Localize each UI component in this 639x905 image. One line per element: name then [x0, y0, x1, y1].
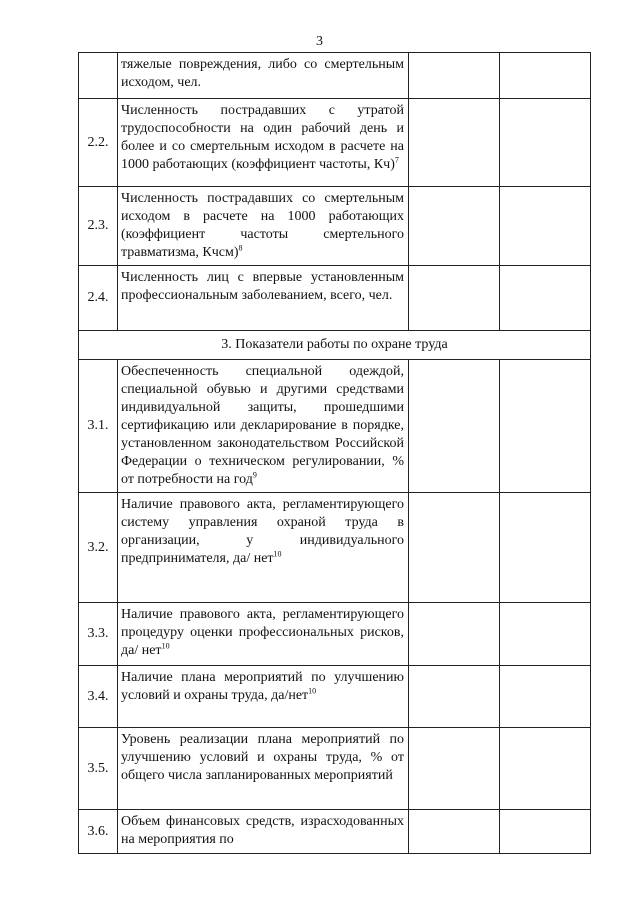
row-number: [79, 53, 118, 99]
table-row: [79, 360, 591, 493]
value-cell: [500, 666, 591, 728]
value-cell: [409, 53, 500, 99]
value-cell: [500, 493, 591, 603]
indicator-text: Численность пострадавших со смертельным исходом в расчете на 1000 работающих (коэффициент частоты смертельного травматизма, Кчсм)$^8$: [118, 187, 409, 266]
indicator-text: Уровень реализации плана мероприятий по улучшению условий и охраны труда, % от общего числа запланированных мероприятий: [118, 728, 409, 810]
table-row: [79, 493, 591, 603]
value-cell: [500, 266, 591, 331]
footnote-ref: 10: [273, 549, 282, 559]
table-row: [79, 728, 591, 810]
row-number: 2.3.: [79, 187, 118, 266]
footnote-ref: 8: [238, 243, 243, 253]
indicator-text: Численность лиц с впервые установленным профессиональным заболеванием, всего, чел.: [118, 266, 409, 331]
table-row: [79, 53, 591, 99]
value-cell: [500, 728, 591, 810]
row-number: 3.3.: [79, 603, 118, 666]
indicator-text: Наличие правового акта, регламентирующего процедуру оценки профессиональных рисков, да/ нет$^{10}$: [118, 603, 409, 666]
indicator-text: тяжелые повреждения, либо со смертельным исходом, чел.: [118, 53, 409, 99]
table-row: [79, 187, 591, 266]
value-cell: [409, 187, 500, 266]
value-cell: [409, 99, 500, 187]
value-cell: [500, 53, 591, 99]
value-cell: [409, 493, 500, 603]
value-cell: [409, 810, 500, 854]
row-number: 3.5.: [79, 728, 118, 810]
row-number: 2.4.: [79, 266, 118, 331]
indicator-text: Обеспеченность специальной одеждой, специальной обувью и другими средствами индивидуальной защиты, прошедшими сертификацию или декларирование в порядке, установленном законодательством Российской Федерации о техническом регулировании, % от потребности на год$^9$: [118, 360, 409, 493]
indicator-text: Наличие правового акта, регламентирующего систему управления охраной труда в организации, у индивидуального предпринимателя, да/ нет$^{10}$: [118, 493, 409, 603]
value-cell: [409, 266, 500, 331]
value-cell: [500, 360, 591, 493]
value-cell: [500, 187, 591, 266]
indicator-text: Численность пострадавших с утратой трудоспособности на один рабочий день и более и со смертельным исходом в расчете на 1000 работающих (коэффициент частоты, Кч)$^7$: [118, 99, 409, 187]
row-number: 3.1.: [79, 360, 118, 493]
indicator-text: Объем финансовых средств, израсходованных на мероприятия по: [118, 810, 409, 854]
row-number: 2.2.: [79, 99, 118, 187]
value-cell: [409, 603, 500, 666]
value-cell: [409, 360, 500, 493]
row-number: 3.4.: [79, 666, 118, 728]
footnote-ref: 7: [394, 155, 399, 165]
footnote-ref: 10: [308, 686, 317, 696]
indicator-text: Наличие плана мероприятий по улучшению условий и охраны труда, да/нет$^{10}$: [118, 666, 409, 728]
value-cell: [500, 99, 591, 187]
page-number: 3: [316, 34, 323, 49]
footnote-ref: 9: [252, 470, 257, 480]
table-row: [79, 266, 591, 331]
table-row: [79, 603, 591, 666]
section-title: 3. Показатели работы по охране труда: [79, 331, 591, 360]
indicators-table: [78, 52, 591, 854]
footnote-ref: 10: [161, 641, 170, 651]
table-row: [79, 99, 591, 187]
value-cell: [500, 810, 591, 854]
value-cell: [409, 666, 500, 728]
table-row: [79, 810, 591, 854]
row-number: 3.6.: [79, 810, 118, 854]
value-cell: [409, 728, 500, 810]
table-row: [79, 666, 591, 728]
section-header-row: [79, 331, 591, 360]
value-cell: [500, 603, 591, 666]
row-number: 3.2.: [79, 493, 118, 603]
